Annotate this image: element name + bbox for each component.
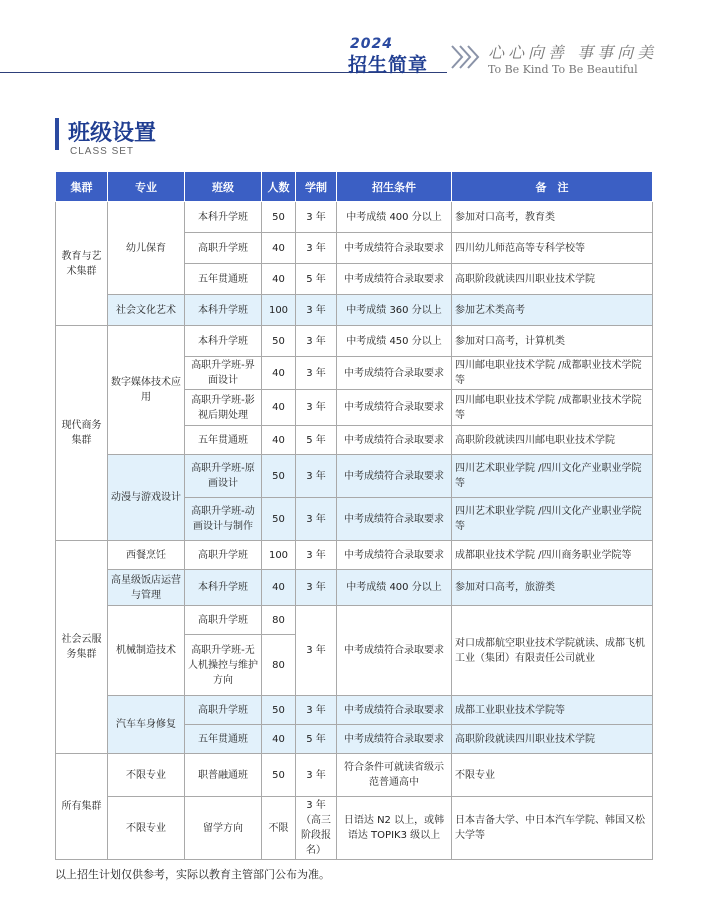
duration-cell: 5 年 — [296, 264, 337, 295]
major-cell: 不限专业 — [108, 797, 185, 860]
remark-cell: 四川艺术职业学院 /四川文化产业职业学院等 — [452, 498, 653, 541]
table-header-row — [56, 172, 653, 202]
header-year: 2024 — [350, 36, 393, 52]
header-brochure-title: 招生简章 — [348, 54, 429, 76]
major-cell: 汽车车身修复 — [108, 696, 185, 754]
slogan-chinese: 心心向善 事事向美 — [488, 43, 658, 62]
requirement-cell: 日语达 N2 以上，或韩语达 TOPIK3 级以上 — [337, 797, 452, 860]
col-header-remark: 备 注 — [452, 172, 653, 202]
class-cell: 五年贯通班 — [185, 264, 262, 295]
col-header-count: 人数 — [262, 172, 296, 202]
class-cell: 本科升学班 — [185, 202, 262, 233]
count-cell: 50 — [262, 696, 296, 725]
duration-cell: 3 年 — [296, 455, 337, 498]
major-cell: 高星级饭店运营与管理 — [108, 570, 185, 606]
count-cell: 40 — [262, 233, 296, 264]
remark-cell: 日本吉备大学、中日本汽车学院、韩国又松大学等 — [452, 797, 653, 860]
remark-cell: 成都职业技术学院 /四川商务职业学院等 — [452, 541, 653, 570]
col-header-cluster: 集群 — [56, 172, 108, 202]
requirement-cell: 中考成绩符合录取要求 — [337, 357, 452, 390]
count-cell: 50 — [262, 455, 296, 498]
requirement-cell: 中考成绩 450 分以上 — [337, 326, 452, 357]
table-row — [56, 570, 653, 606]
requirement-cell: 中考成绩符合录取要求 — [337, 455, 452, 498]
table-row — [56, 541, 653, 570]
remark-cell: 参加对口高考，计算机类 — [452, 326, 653, 357]
duration-cell: 3 年 — [296, 606, 337, 696]
class-cell: 留学方向 — [185, 797, 262, 860]
count-cell: 50 — [262, 326, 296, 357]
requirement-cell: 中考成绩 400 分以上 — [337, 202, 452, 233]
count-cell: 80 — [262, 635, 296, 696]
class-cell: 高职升学班-界面设计 — [185, 357, 262, 390]
count-cell: 40 — [262, 357, 296, 390]
duration-cell: 3 年 — [296, 326, 337, 357]
requirement-cell: 中考成绩符合录取要求 — [337, 606, 452, 696]
cluster-cell: 所有集群 — [56, 754, 108, 860]
count-cell: 50 — [262, 202, 296, 233]
table-row — [56, 455, 653, 498]
class-cell: 职普融通班 — [185, 754, 262, 797]
requirement-cell: 中考成绩符合录取要求 — [337, 541, 452, 570]
major-cell: 数字媒体技术应用 — [108, 326, 185, 455]
duration-cell: 5 年 — [296, 725, 337, 754]
class-cell: 高职升学班 — [185, 233, 262, 264]
count-cell: 40 — [262, 725, 296, 754]
class-cell: 五年贯通班 — [185, 725, 262, 754]
major-cell: 机械制造技术 — [108, 606, 185, 696]
class-cell: 本科升学班 — [185, 295, 262, 326]
duration-cell: 3 年 — [296, 570, 337, 606]
count-cell: 40 — [262, 264, 296, 295]
title-accent-bar — [55, 118, 59, 150]
table-row — [56, 696, 653, 725]
remark-cell: 参加对口高考，教育类 — [452, 202, 653, 233]
class-cell: 五年贯通班 — [185, 426, 262, 455]
class-cell: 高职升学班 — [185, 541, 262, 570]
remark-cell: 参加艺术类高考 — [452, 295, 653, 326]
class-cell: 高职升学班-动画设计与制作 — [185, 498, 262, 541]
class-table — [55, 171, 653, 860]
table-row — [56, 754, 653, 797]
count-cell: 40 — [262, 570, 296, 606]
count-cell: 50 — [262, 498, 296, 541]
class-cell: 高职升学班 — [185, 606, 262, 635]
duration-cell: 3 年 — [296, 754, 337, 797]
requirement-cell: 中考成绩符合录取要求 — [337, 264, 452, 295]
cluster-cell: 现代商务集群 — [56, 326, 108, 541]
duration-cell: 3 年 — [296, 233, 337, 264]
major-cell: 动漫与游戏设计 — [108, 455, 185, 541]
requirement-cell: 中考成绩 360 分以上 — [337, 295, 452, 326]
count-cell: 80 — [262, 606, 296, 635]
class-cell: 高职升学班-影视后期处理 — [185, 390, 262, 426]
requirement-cell: 中考成绩符合录取要求 — [337, 233, 452, 264]
duration-cell: 3 年 — [296, 498, 337, 541]
count-cell: 50 — [262, 754, 296, 797]
table-row — [56, 606, 653, 635]
slogan-english: To Be Kind To Be Beautiful — [488, 63, 638, 76]
remark-cell: 四川邮电职业技术学院 /成都职业技术学院等 — [452, 390, 653, 426]
major-cell: 不限专业 — [108, 754, 185, 797]
duration-cell: 3 年 — [296, 390, 337, 426]
page-subtitle: CLASS SET — [70, 146, 135, 157]
count-cell: 100 — [262, 541, 296, 570]
requirement-cell: 中考成绩符合录取要求 — [337, 498, 452, 541]
major-cell: 社会文化艺术 — [108, 295, 185, 326]
col-header-major: 专业 — [108, 172, 185, 202]
requirement-cell: 中考成绩符合录取要求 — [337, 696, 452, 725]
col-header-requirement: 招生条件 — [337, 172, 452, 202]
col-header-class: 班级 — [185, 172, 262, 202]
page-title: 班级设置 — [68, 121, 157, 146]
remark-cell: 成都工业职业技术学院等 — [452, 696, 653, 725]
class-cell: 高职升学班-无人机操控与维护方向 — [185, 635, 262, 696]
remark-cell: 高职阶段就读四川邮电职业技术学院 — [452, 426, 653, 455]
cluster-cell: 社会云服务集群 — [56, 541, 108, 754]
remark-cell: 四川邮电职业技术学院 /成都职业技术学院等 — [452, 357, 653, 390]
duration-cell: 3 年 — [296, 295, 337, 326]
class-cell: 高职升学班 — [185, 696, 262, 725]
requirement-cell: 中考成绩符合录取要求 — [337, 426, 452, 455]
major-cell: 幼儿保育 — [108, 202, 185, 295]
class-cell: 本科升学班 — [185, 570, 262, 606]
table-row — [56, 295, 653, 326]
remark-cell: 四川艺术职业学院 /四川文化产业职业学院等 — [452, 455, 653, 498]
duration-cell: 3 年 — [296, 696, 337, 725]
remark-cell: 四川幼儿师范高等专科学校等 — [452, 233, 653, 264]
duration-cell: 3 年（高三阶段报名） — [296, 797, 337, 860]
duration-cell: 3 年 — [296, 541, 337, 570]
duration-cell: 3 年 — [296, 202, 337, 233]
count-cell: 100 — [262, 295, 296, 326]
col-header-duration: 学制 — [296, 172, 337, 202]
remark-cell: 高职阶段就读四川职业技术学院 — [452, 725, 653, 754]
requirement-cell: 中考成绩符合录取要求 — [337, 725, 452, 754]
chevron-right-icon — [450, 44, 480, 70]
requirement-cell: 符合条件可就读省级示范普通高中 — [337, 754, 452, 797]
requirement-cell: 中考成绩符合录取要求 — [337, 390, 452, 426]
remark-cell: 不限专业 — [452, 754, 653, 797]
table-row — [56, 797, 653, 860]
footer-note: 以上招生计划仅供参考，实际以教育主管部门公布为准。 — [55, 868, 330, 881]
major-cell: 西餐烹饪 — [108, 541, 185, 570]
remark-cell: 对口成都航空职业技术学院就读、成都飞机工业（集团）有限责任公司就业 — [452, 606, 653, 696]
remark-cell: 参加对口高考，旅游类 — [452, 570, 653, 606]
cluster-cell: 教育与艺术集群 — [56, 202, 108, 326]
duration-cell: 5 年 — [296, 426, 337, 455]
count-cell: 不限 — [262, 797, 296, 860]
table-row — [56, 326, 653, 357]
class-cell: 本科升学班 — [185, 326, 262, 357]
duration-cell: 3 年 — [296, 357, 337, 390]
remark-cell: 高职阶段就读四川职业技术学院 — [452, 264, 653, 295]
count-cell: 40 — [262, 390, 296, 426]
class-cell: 高职升学班-原画设计 — [185, 455, 262, 498]
requirement-cell: 中考成绩 400 分以上 — [337, 570, 452, 606]
table-row — [56, 202, 653, 233]
count-cell: 40 — [262, 426, 296, 455]
